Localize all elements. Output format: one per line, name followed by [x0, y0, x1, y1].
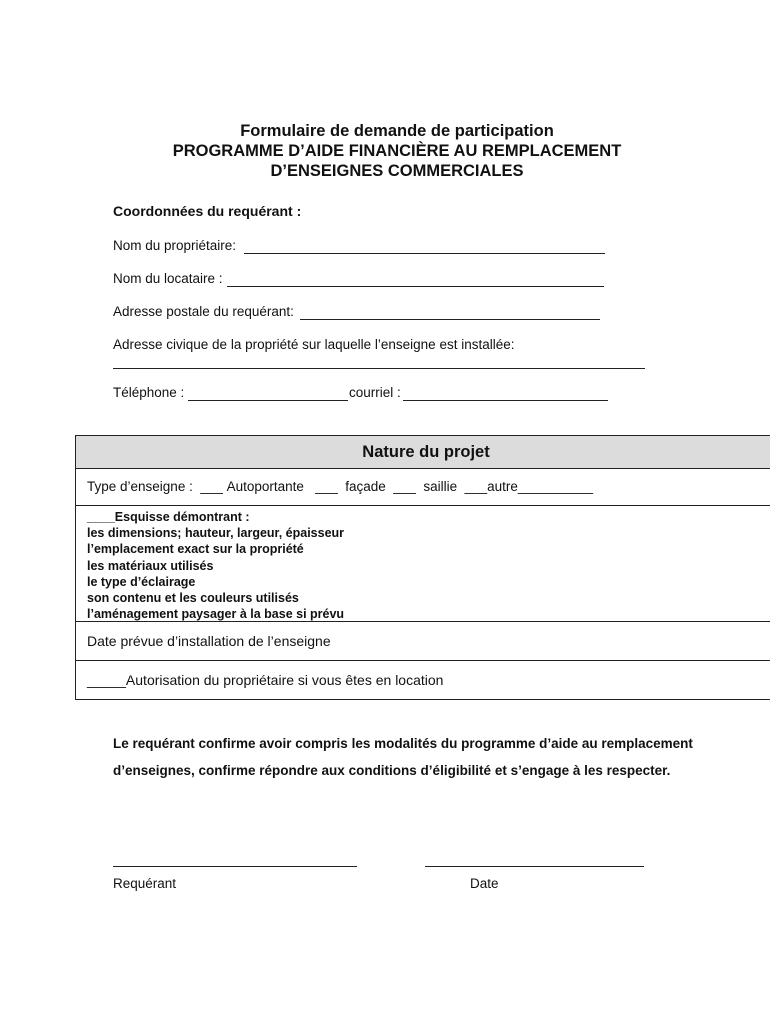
autre-field[interactable]: __________ — [517, 479, 594, 494]
applicant-signature-label: Requérant — [113, 876, 177, 891]
sketch-line[interactable]: ____Esquisse démontrant : — [87, 510, 250, 524]
sketch-line: son contenu et les couleurs utilisés — [87, 591, 299, 606]
autre-label: autre — [487, 479, 518, 494]
autre-checkbox[interactable]: ___ — [460, 479, 488, 494]
sketch-line: le type d’éclairage — [87, 574, 196, 589]
sketch-requirements — [87, 509, 344, 622]
install-date-label: Date prévue d’installation de l’enseigne — [87, 633, 331, 649]
saillie-label: saillie — [423, 479, 458, 494]
sign-type-row — [76, 469, 770, 506]
tenant-name-field[interactable] — [227, 286, 604, 287]
project-table — [75, 435, 770, 700]
email-label: courriel : — [349, 385, 401, 400]
form-title — [0, 121, 770, 181]
civic-address-label: Adresse civique de la propriété sur laquelle l’enseigne est installée: — [113, 337, 515, 352]
facade-label: façade — [345, 479, 386, 494]
confirmation-statement: Le requérant confirme avoir compris les modalités du programme d’aide au remplacement d’enseignes, confirme répondre aux conditions d’éligibilité et s’engage à les respecter. — [113, 736, 693, 778]
project-table-header — [76, 436, 770, 469]
applicant-signature-field[interactable] — [113, 866, 357, 867]
sketch-line: les dimensions; hauteur, largeur, épaisseur — [87, 526, 345, 541]
email-field[interactable] — [403, 400, 608, 401]
date-signature-field[interactable] — [425, 866, 644, 867]
phone-label: Téléphone : — [113, 385, 185, 400]
autoportante-label: Autoportante — [226, 479, 304, 494]
date-signature-label: Date — [470, 876, 499, 891]
postal-address-field[interactable] — [300, 319, 600, 320]
sketch-line: l’aménagement paysager à la base si prévu — [87, 607, 345, 622]
title-line-1: Formulaire de demande de participation — [240, 122, 554, 140]
title-line-2: PROGRAMME D’AIDE FINANCIÈRE AU REMPLACEMENT — [172, 142, 622, 160]
install-date-row[interactable] — [76, 622, 770, 661]
project-title: Nature du projet — [362, 443, 490, 461]
civic-address-field[interactable] — [113, 368, 645, 369]
sketch-row — [76, 506, 770, 622]
facade-checkbox[interactable]: ___ — [307, 479, 346, 494]
sign-type-options — [87, 479, 593, 494]
authorization-row[interactable] — [76, 661, 770, 699]
phone-field[interactable] — [188, 400, 348, 401]
autoportante-checkbox[interactable]: ___ — [196, 479, 227, 494]
applicant-section-title: Coordonnées du requérant : — [113, 203, 302, 219]
postal-address-label: Adresse postale du requérant: — [113, 304, 294, 319]
sketch-line: les matériaux utilisés — [87, 558, 214, 573]
owner-name-label: Nom du propriétaire: — [113, 238, 237, 253]
owner-name-field[interactable] — [244, 253, 605, 254]
saillie-checkbox[interactable]: ___ — [389, 479, 424, 494]
title-line-3: D’ENSEIGNES COMMERCIALES — [270, 162, 524, 180]
authorization-label: _____Autorisation du propriétaire si vous êtes en location — [87, 672, 444, 688]
tenant-name-label: Nom du locataire : — [113, 271, 223, 286]
sign-type-label: Type d’enseigne : — [87, 479, 193, 494]
sketch-line: l’emplacement exact sur la propriété — [87, 542, 304, 557]
